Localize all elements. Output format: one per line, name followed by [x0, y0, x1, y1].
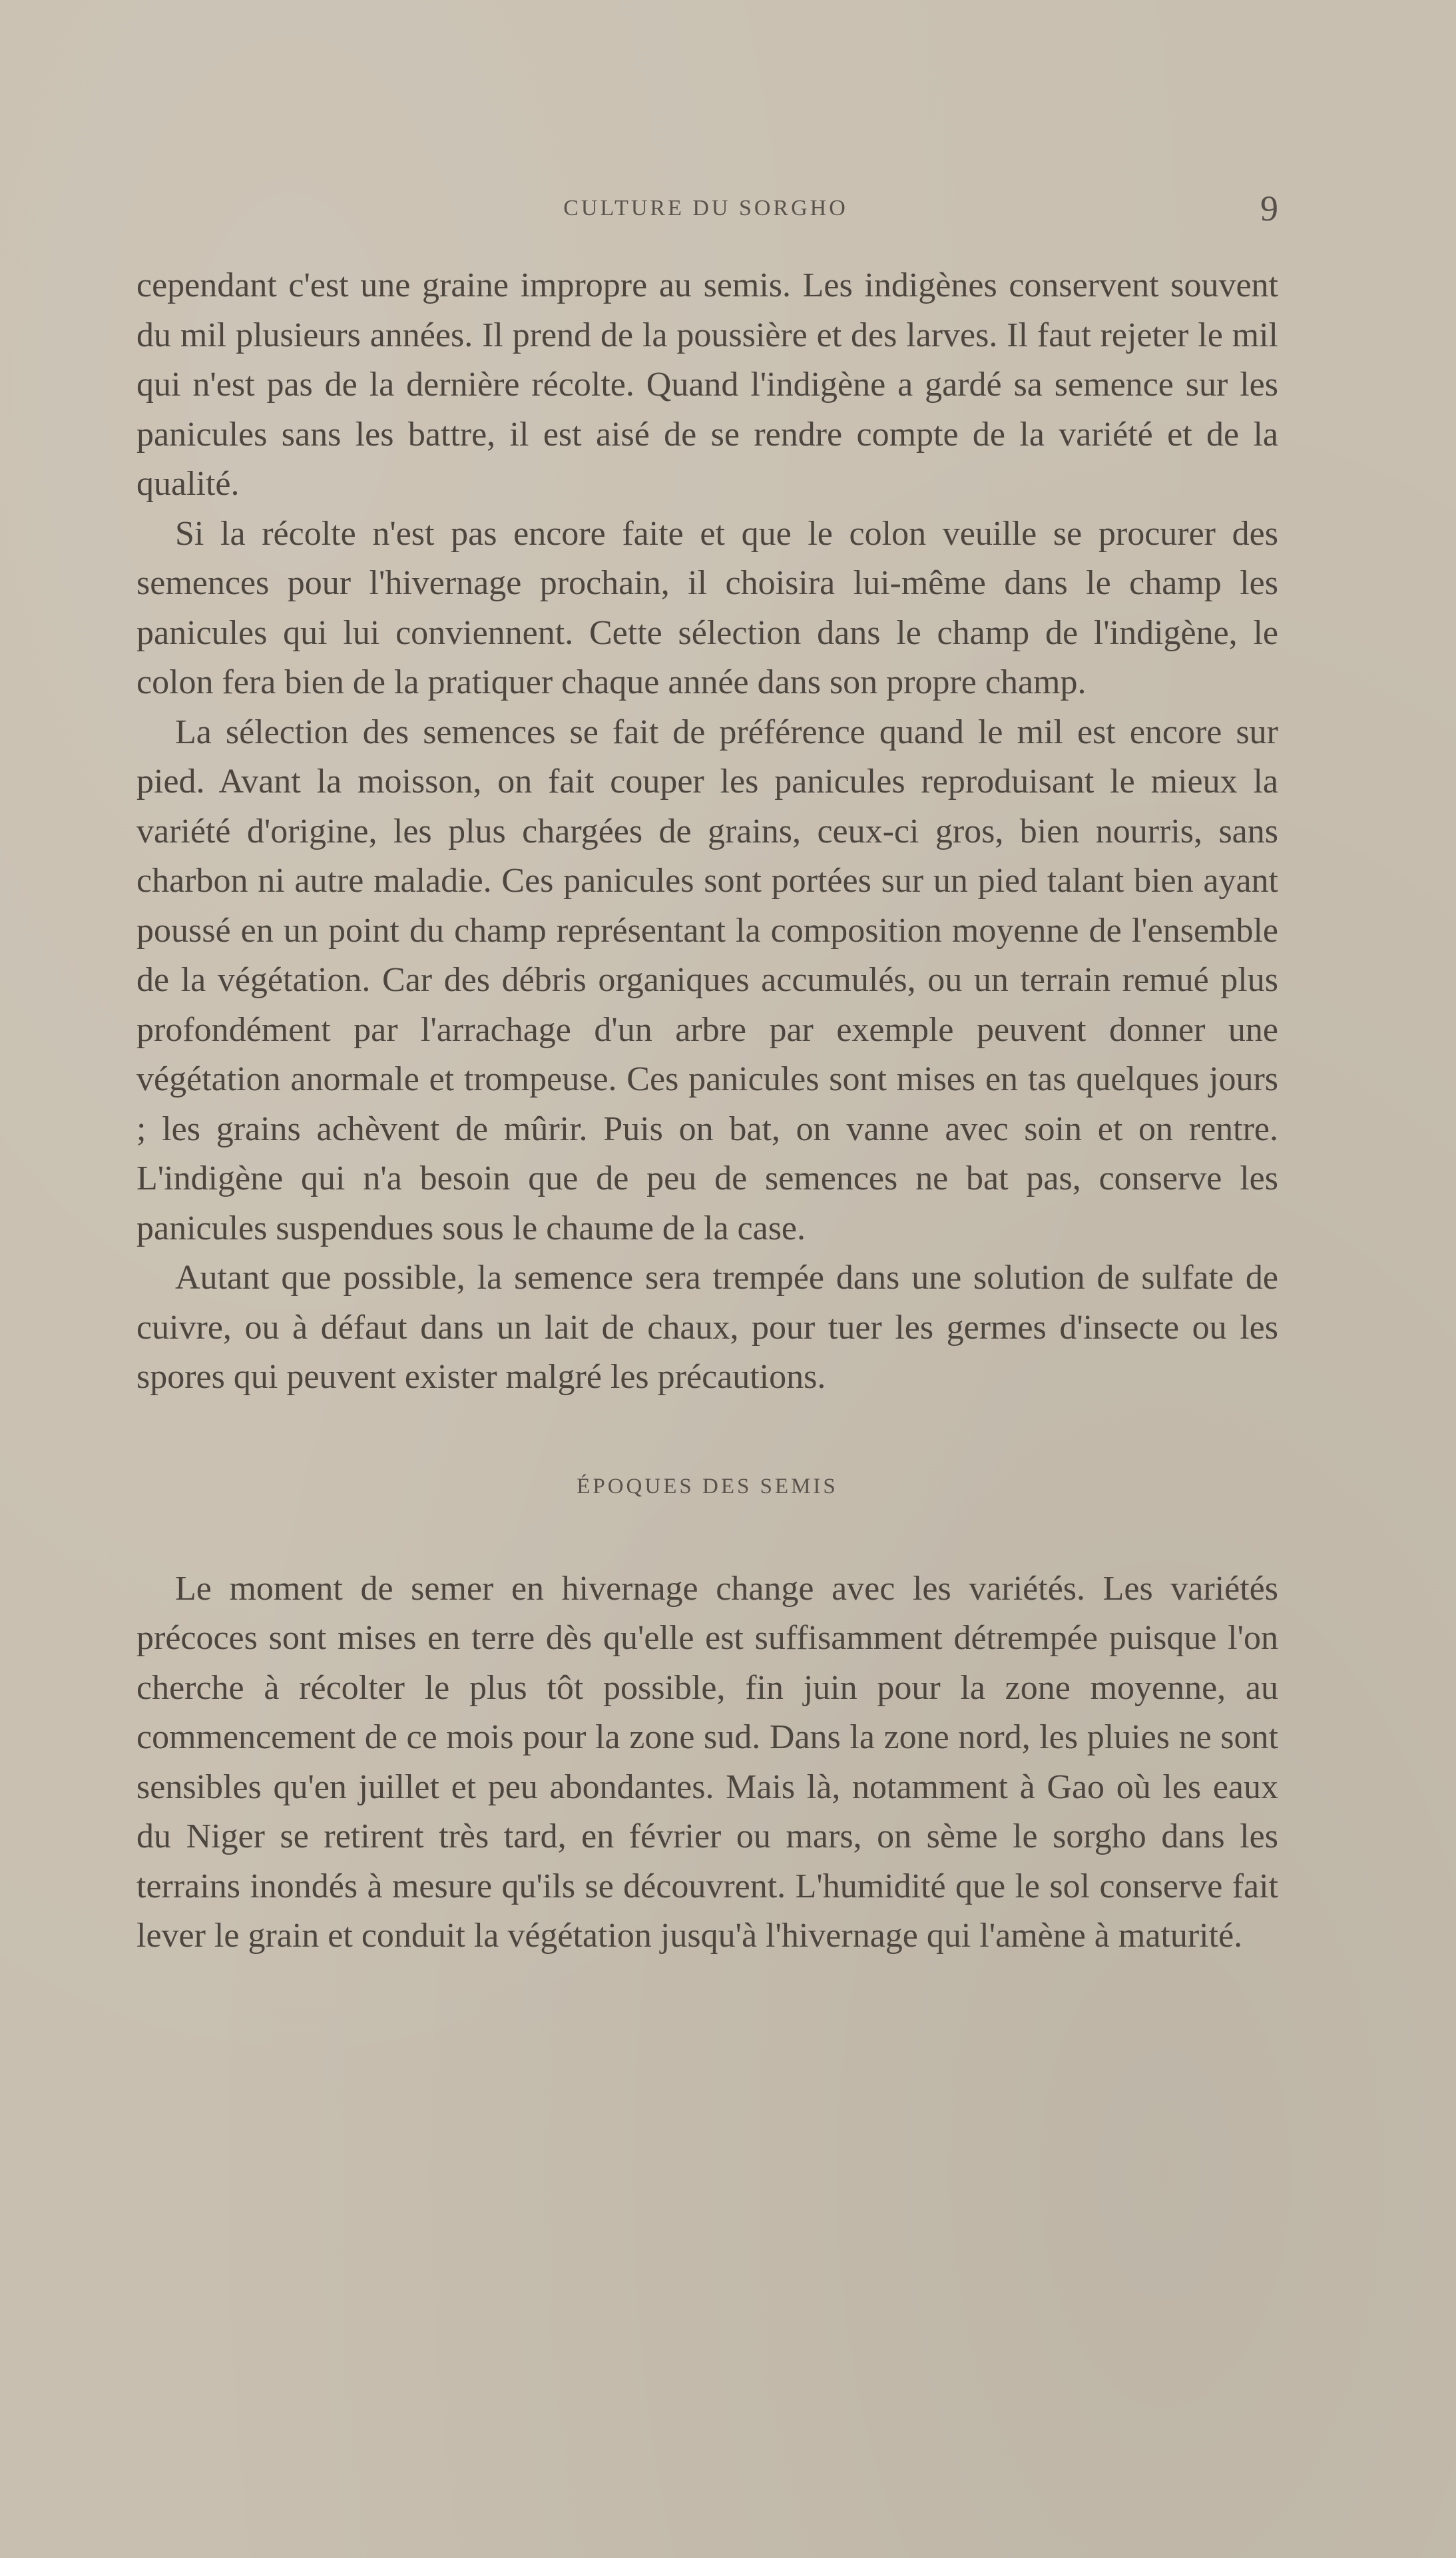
- paragraph-seed-purchase: Si la récolte n'est pas encore faite et que le colon veuille se procurer des semences pour l'hivernage prochain, il choisira lui-même dans le champ les panicules qui lui conviennent. Cette sélection dans le champ de l'indigène, le colon fera bien de la pratiquer chaque année dans son propre champ.: [136, 514, 1278, 701]
- page-number: 9: [1260, 188, 1278, 228]
- body-text: [136, 261, 1278, 1961]
- paragraph-seed-selection: La sélection des semences se fait de préférence quand le mil est encore sur pied. Avant la moisson, on fait couper les panicules reproduisant le mieux la variété d'origine, les plus chargées de grains, ceux-ci gros, bien nourris, sans charbon ni autre maladie. Ces panicules sont portées sur un pied talant bien ayant poussé en un point du champ représentant la composition moyenne de l'ensemble de la végétation. Car des débris organiques accumulés, ou un terrain remué plus profondément par l'arrachage d'un arbre par exemple peuvent donner une végétation anormale et trompeuse. Ces panicules sont mises en tas quelques jours ; les grains achèvent de mûrir. Puis on bat, on vanne avec soin et on rentre. L'indigène qui n'a besoin que de peu de semences ne bat pas, conserve les panicules suspendues sous le chaume de la case.: [136, 713, 1278, 1247]
- running-title: CULTURE DU SORGHO: [563, 196, 848, 220]
- paragraph-continued: cependant c'est une graine impropre au semis. Les indigènes conservent souvent du mil plusieurs années. Il prend de la poussière et des larves. Il faut rejeter le mil qui n'est pas de la dernière récolte. Quand l'indigène a gardé sa semence sur les panicules sans les battre, il est aisé de se rendre compte de la variété et de la qualité.: [136, 266, 1278, 503]
- section-heading: ÉPOQUES DES SEMIS: [577, 1474, 838, 1498]
- paragraph-sowing-time: Le moment de semer en hivernage change avec les variétés. Les variétés précoces sont mises en terre dès qu'elle est suffisamment détrempée puisque l'on cherche à récolter le plus tôt possible, fin juin pour la zone moyenne, au commencement de ce mois pour la zone sud. Dans la zone nord, les pluies ne sont sensibles qu'en juillet et peu abondantes. Mais là, notamment à Gao où les eaux du Niger se retirent très tard, en février ou mars, on sème le sorgho dans les terrains inondés à mesure qu'ils se découvrent. L'humidité que le sol conserve fait lever le grain et conduit la végétation jusqu'à l'hivernage qui l'amène à maturité.: [136, 1569, 1278, 1955]
- running-head: [133, 188, 1278, 232]
- paragraph-seed-treatment: Autant que possible, la semence sera trempée dans une solution de sulfate de cuivre, ou à défaut dans un lait de chaux, pour tuer les germes d'insecte ou les spores qui peuvent exister malgré les précautions.: [136, 1259, 1278, 1396]
